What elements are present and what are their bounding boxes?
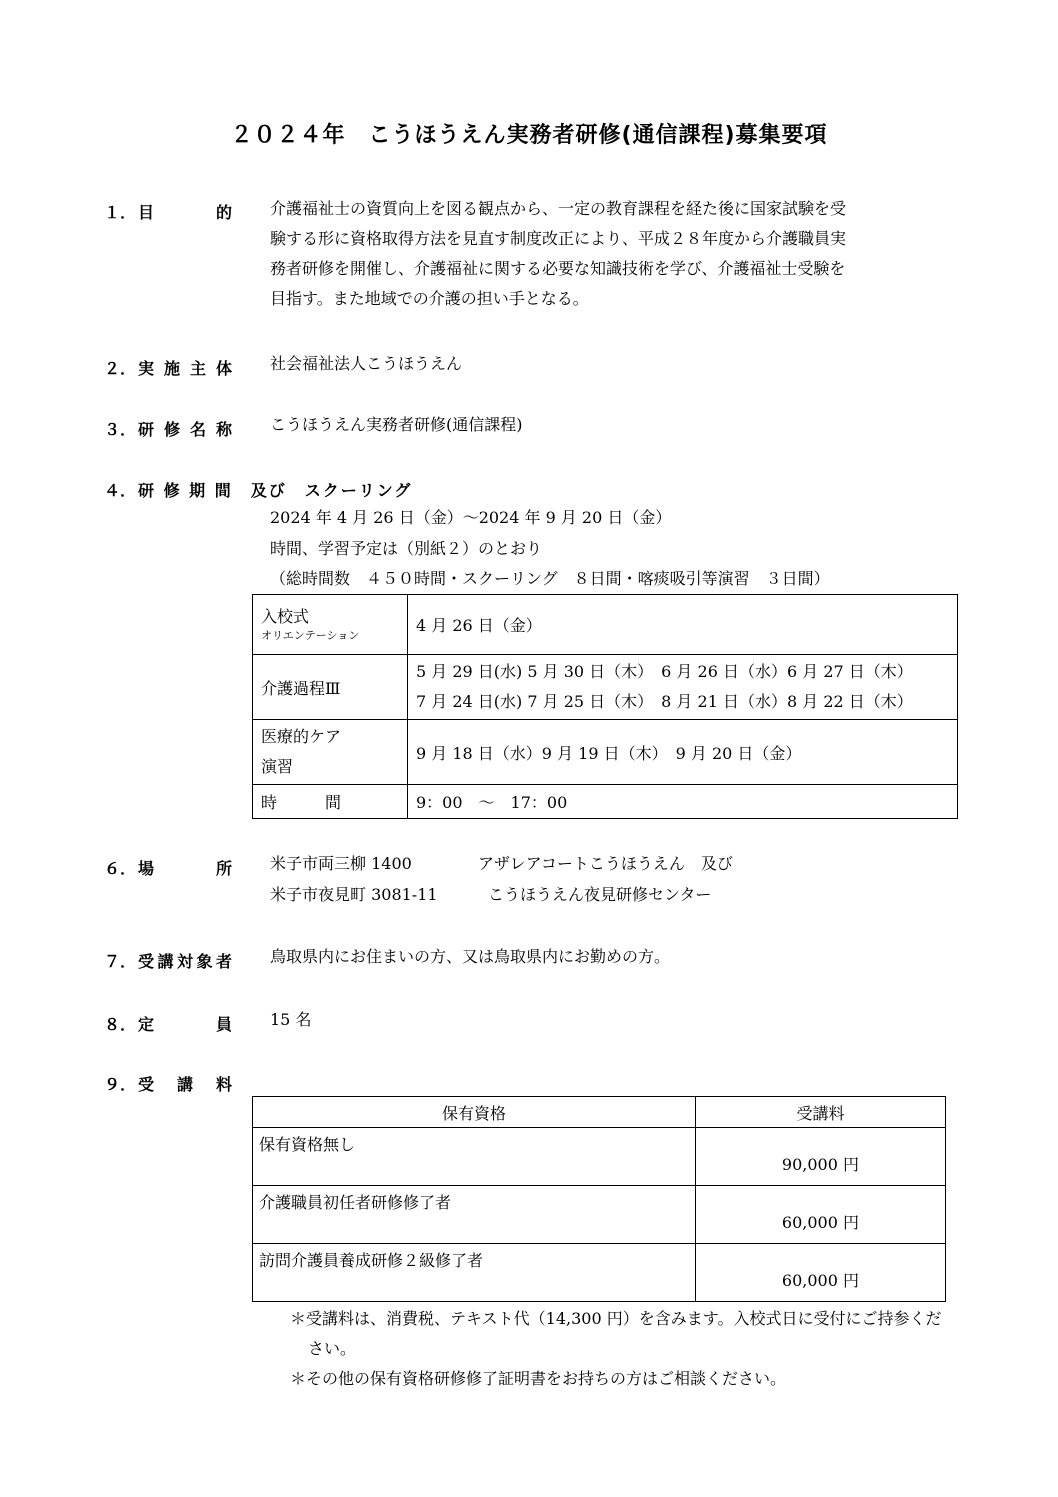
section-6-number: ６． — [104, 859, 137, 878]
location-1-name: アザレアコートこうほうえん 及び — [478, 854, 733, 873]
section-2-label: 実施主体 — [138, 359, 232, 378]
section-8-heading — [104, 1012, 232, 1035]
schedule-row — [253, 655, 958, 720]
fee-cell: 60,000 円 — [696, 1244, 946, 1302]
schedule-note: 時間、学習予定は（別紙２）のとおり — [270, 539, 543, 558]
section-6-heading — [104, 856, 232, 879]
schedule-dates-line: 7 月 24 日(水) 7 月 25 日（木） 8 月 21 日（水）8 月 22 日（木） — [416, 692, 913, 711]
entrance-ceremony-label: 入校式 — [261, 607, 310, 626]
medical-care-label: 医療的ケア — [261, 727, 342, 746]
section-3-heading — [104, 417, 232, 440]
schedule-row-value — [408, 655, 958, 720]
section-1-label: 目的 — [138, 203, 232, 222]
schedule-row — [253, 785, 958, 819]
schedule-row-header — [253, 720, 408, 785]
fee-cell: 90,000 円 — [696, 1128, 946, 1186]
section-1-line: 験する形に資格取得方法を見直す制度改正により、平成２８年度から介護職員実 — [270, 229, 847, 248]
section-9-number: ９． — [104, 1075, 137, 1094]
schedule-table — [252, 594, 958, 819]
location-2-address: 米子市夜見町 3081-11 — [270, 885, 438, 904]
fee-header-qualification: 保有資格 — [253, 1097, 696, 1128]
location-1-address: 米子市両三柳 1400 — [270, 854, 412, 873]
qualification-cell: 保有資格無し — [253, 1128, 696, 1186]
total-hours: （総時間数 ４５０時間・スクーリング ８日間・喀痰吸引等演習 ３日間） — [270, 569, 830, 588]
section-3-label: 研修名称 — [138, 420, 232, 439]
schedule-row — [253, 720, 958, 785]
table-row — [253, 1128, 946, 1186]
practice-label: 演習 — [261, 757, 294, 776]
qualification-cell: 介護職員初任者研修修了者 — [253, 1186, 696, 1244]
fee-cell: 60,000 円 — [696, 1186, 946, 1244]
section-7-text: 鳥取県内にお住まいの方、又は鳥取県内にお勤めの方。 — [270, 947, 671, 966]
schedule-row-header: 介護過程Ⅲ — [253, 655, 408, 720]
section-2-text: 社会福祉法人こうほうえん — [270, 354, 463, 373]
fee-notes — [290, 1304, 950, 1394]
document-title: ２０２４年 こうほうえん実務者研修(通信課程)募集要項 — [230, 123, 828, 148]
training-period: 2024 年 4 月 26 日（金）～2024 年 9 月 20 日（金） — [270, 508, 672, 527]
section-1-number: １． — [104, 203, 137, 222]
section-1-body — [270, 194, 950, 314]
section-9-label: 受講料 — [138, 1075, 232, 1094]
note-line: ＊その他の保有資格研修修了証明書をお持ちの方はご相談ください。 — [290, 1369, 787, 1388]
orientation-label: オリエンテーション — [261, 629, 360, 642]
section-7-heading — [104, 949, 232, 972]
section-7-number: ７． — [104, 952, 137, 971]
table-row — [253, 1186, 946, 1244]
qualification-cell: 訪問介護員養成研修２級修了者 — [253, 1244, 696, 1302]
section-2-number: ２． — [104, 359, 137, 378]
schedule-row-value: 4 月 26 日（金） — [408, 595, 958, 655]
fee-header-fee: 受講料 — [696, 1097, 946, 1128]
section-9-heading — [104, 1072, 232, 1095]
section-8-number: ８． — [104, 1015, 137, 1034]
section-4-label: 研 修 期 間 及び スクーリング — [138, 481, 413, 500]
section-1-heading — [104, 200, 232, 223]
location-2-name: こうほうえん夜見研修センター — [488, 885, 712, 904]
schedule-row — [253, 595, 958, 655]
section-3-number: ３． — [104, 420, 137, 439]
schedule-row-header — [253, 595, 408, 655]
table-row — [253, 1244, 946, 1302]
section-3-text: こうほうえん実務者研修(通信課程) — [270, 415, 523, 434]
capacity-text: 15 名 — [270, 1010, 312, 1029]
schedule-dates-line: 5 月 29 日(水) 5 月 30 日（木） 6 月 26 日（水）6 月 27 日（木） — [416, 662, 913, 681]
section-1-line: 務者研修を開催し、介護福祉に関する必要な知識技術を学び、介護福祉士受験を — [270, 259, 846, 278]
section-2-heading — [104, 356, 232, 379]
schedule-row-value: 9 月 18 日（水）9 月 19 日（木） 9 月 20 日（金） — [408, 720, 958, 785]
section-8-label: 定員 — [138, 1015, 232, 1034]
section-6-label: 場所 — [138, 859, 232, 878]
section-7-label: 受講対象者 — [138, 952, 232, 971]
schedule-row-value: 9：00 ～ 17：00 — [408, 785, 958, 819]
fee-table-header-row — [253, 1097, 946, 1128]
note-line: ＊受講料は、消費税、テキスト代（14,300 円）を含みます。入校式日に受付にご持参ください。 — [290, 1309, 942, 1358]
schedule-row-header: 時 間 — [253, 785, 408, 819]
section-4-heading — [104, 478, 412, 501]
section-1-line: 目指す。また地域での介護の担い手となる。 — [270, 289, 589, 308]
section-1-line: 介護福祉士の資質向上を図る観点から、一定の教育課程を経た後に国家試験を受 — [270, 199, 847, 218]
section-4-number: ４． — [104, 481, 137, 500]
fee-table — [252, 1096, 946, 1302]
